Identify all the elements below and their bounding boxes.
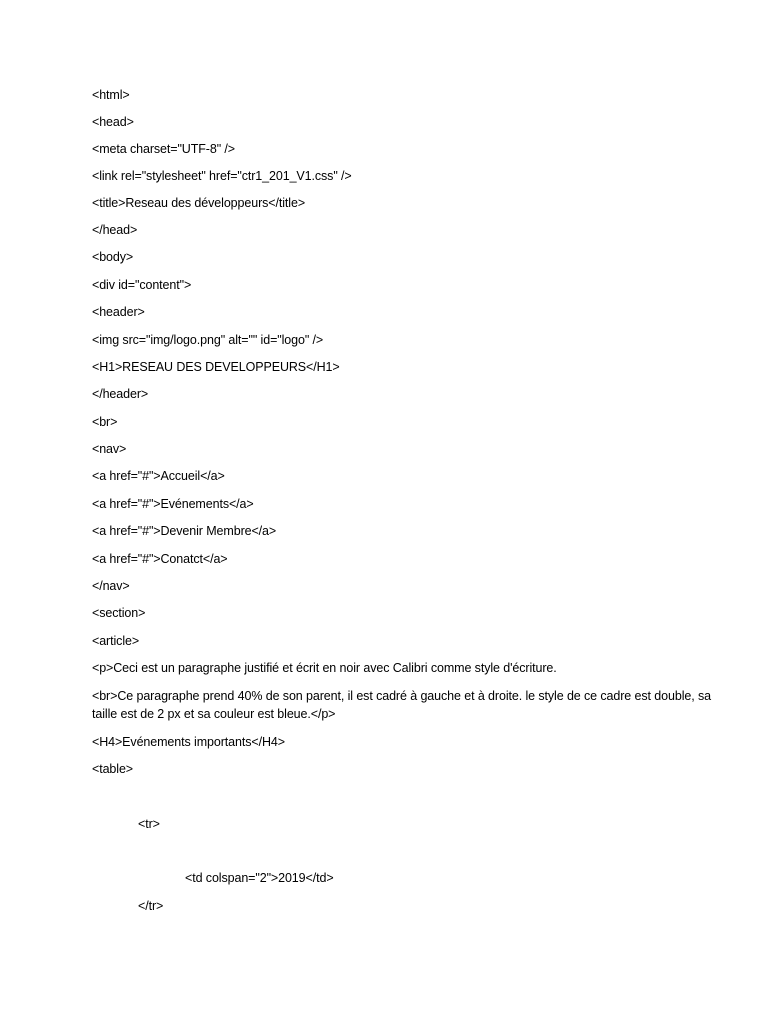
code-line: <link rel="stylesheet" href="ctr1_201_V1.css" /> <box>92 169 352 183</box>
code-line: <nav> <box>92 442 127 456</box>
code-line: </nav> <box>92 579 130 593</box>
code-line: <html> <box>92 88 130 102</box>
code-line: </head> <box>92 223 138 237</box>
code-line: <img src="img/logo.png" alt="" id="logo" /> <box>92 333 324 347</box>
code-line: <table> <box>92 762 134 776</box>
code-line: <H4>Evénements importants</H4> <box>92 735 285 749</box>
code-line: <a href="#">Accueil</a> <box>92 469 225 483</box>
code-line: <tr> <box>138 817 160 831</box>
code-line: <div id="content"> <box>92 278 192 292</box>
code-line: <H1>RESEAU DES DEVELOPPEURS</H1> <box>92 360 340 374</box>
code-line: <br> <box>92 415 118 429</box>
code-line: <a href="#">Conatct</a> <box>92 552 228 566</box>
code-line: <a href="#">Evénements</a> <box>92 497 254 511</box>
code-line: <td colspan="2">2019</td> <box>185 871 334 885</box>
code-line: <br>Ce paragraphe prend 40% de son parent, il est cadré à gauche et à droite. le style de ce cadre est double, sa taille est de 2 px et sa couleur est bleue.</p> <box>92 689 711 721</box>
code-line: <section> <box>92 606 146 620</box>
code-line: <title>Reseau des développeurs</title> <box>92 196 306 210</box>
code-line: <head> <box>92 115 134 129</box>
code-line: </tr> <box>138 899 164 913</box>
code-line: <p>Ceci est un paragraphe justifié et écrit en noir avec Calibri comme style d'écriture. <box>92 661 557 675</box>
code-line: </header> <box>92 387 149 401</box>
code-line: <a href="#">Devenir Membre</a> <box>92 524 277 538</box>
code-line: <meta charset="UTF-8" /> <box>92 142 235 156</box>
code-line: <article> <box>92 634 140 648</box>
code-line: <header> <box>92 305 145 319</box>
code-line: <body> <box>92 250 134 264</box>
